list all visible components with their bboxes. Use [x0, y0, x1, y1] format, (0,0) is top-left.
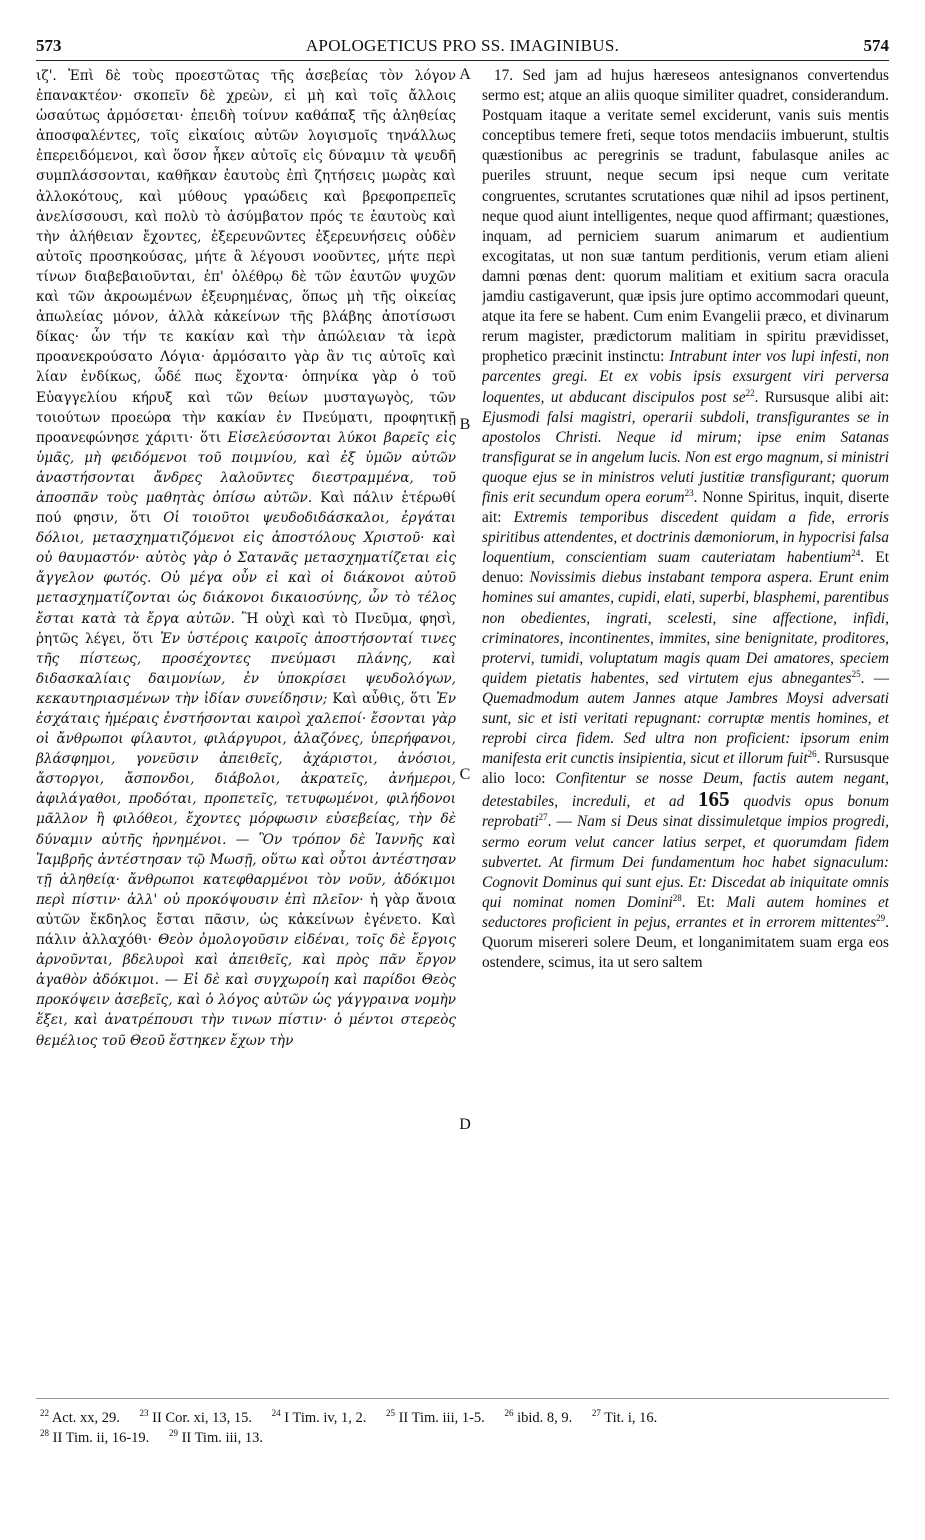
greek-quote: Ἐν ἐσχάταις ἡμέραις ἐνστήσονται καιροὶ χαλεποί· ἔσονται γὰρ οἱ ἄνθρωποι φίλαυτοι, φιλάργυροι, ἀλαζόνες, ὑπερήφανοι, βλάσφημοι, γονεῦσιν ἀπειθεῖς, ἀχάριστοι, ἀνόσιοι, ἄστοργοι, ἄσπονδοι, διάβολοι, ἀκρατεῖς, ἀνήμεροι, ἀφιλάγαθοι, προδόται, προπετεῖς, τετυφωμένοι, φιλήδονοι μᾶλλον ἢ φιλόθεοι, ἔχοντες μόρφωσιν εὐσεβείας, τὴν δὲ δύναμιν αὐτῆς ἠρνημένοι. — Ὃν τρόπον δὲ Ἰαννῆς καὶ Ἰαμβρῆς ἀντέστησαν τῷ Μωσῇ, οὕτω καὶ οὗτοι ἀντέστησαν τῇ ἀληθείᾳ· ἄνθρωποι κατεφθαρμένοι τὸν νοῦν, ἀδόκιμοι περὶ πίστιν· ἀλλ' οὐ προκόψουσιν ἐπὶ πλεῖον· — [36, 690, 456, 908]
footnote — [140, 1410, 253, 1426]
footnote — [40, 1430, 149, 1446]
footnotes — [40, 1408, 889, 1448]
greek-quote: Εἰσελεύσονται λύκοι βαρεῖς εἰς ὑμᾶς, μὴ φειδόμενοι τοῦ ποιμνίου, καὶ ἐξ ὑμῶν αὐτῶν ἀναστήσονται ἄνδρες λαλοῦντες διεστραμμένα, τοῦ ἀποσπᾶν τοὺς μαθητὰς ὀπίσω αὐτῶν. — [36, 429, 456, 506]
footnote — [504, 1410, 572, 1426]
footnote — [386, 1410, 485, 1426]
footnote-line — [40, 1428, 889, 1448]
latin-text: . Rursusque alio loco: — [482, 750, 889, 788]
latin-text: . Quorum misereri solere Deum, et longanimitatem suam erga eos ostendere, scimus, ita ut sero saltem — [482, 913, 889, 972]
latin-quote: Nam si Deus sinat dissimuletque impios progredi, sermo eorum velut cancer latius serpet, et quorumdam fidem subvertet. At firmum Dei fundamentum hoc habet signaculum: Cognovit Dominus qui sunt ejus. Et: Discedat ab iniquitate omnis qui nominat nomen Domini — [482, 813, 889, 911]
greek-text: Καὶ πάλιν ἑτέρωθί πού φησιν, ὅτι — [36, 489, 456, 527]
latin-quote: Extremis temporibus discedent quidam a fide, erroris spiritibus attendentes, et doctrinis dæmoniorum, in hypocrisi falsa loquentium, conscientiam suam cauteriatam habentium — [482, 509, 889, 567]
greek-paragraph — [36, 66, 456, 1051]
footnote-ref[interactable]: 27 — [538, 812, 548, 823]
footnote-text: II Tim. ii, 16-19. — [52, 1430, 150, 1446]
footnote-text: ibid. 8, 9. — [517, 1410, 573, 1426]
footnote — [169, 1430, 263, 1446]
footnote-ref[interactable]: 25 — [851, 668, 861, 679]
greek-quote: Ἐν ὑστέροις καιροῖς ἀποστήσονταί τινες τῆς πίστεως, προσέχοντες πνεύμασι πλάνης, καὶ διδασκαλίαις δαιμονίων, ἐν ὑποκρίσει ψευδολόγων, κεκαυτηριασμένων τὴν ἰδίαν συνείδησιν; — [36, 630, 456, 707]
section-marker-a: A — [459, 66, 471, 83]
footnote-ref[interactable]: 24 — [851, 548, 861, 559]
latin-text: . Nonne Spiritus, inquit, diserte ait: — [482, 488, 889, 527]
greek-text: Ἢ οὐχὶ καὶ τὸ Πνεῦμα, φησὶ, ῥητῶς λέγει, ὅτι — [36, 610, 456, 647]
footnote-number: 25 — [385, 1408, 395, 1419]
footnote — [40, 1410, 120, 1426]
running-title: APOLOGETICUS PRO SS. IMAGINIBUS. — [305, 36, 620, 55]
footnote-number: 28 — [40, 1428, 49, 1439]
footnote-ref[interactable]: 22 — [745, 387, 755, 398]
latin-text: . Et: — [681, 893, 715, 911]
footnote-text: Tit. i, 16. — [604, 1410, 658, 1426]
latin-text: 17. Sed jam ad hujus hæreseos antesignanos convertendus sermo est; atque an aliis quoque similiter quadret, considerandum. Postquam itaque a veritate semel exciderunt, vanis suis mentis conceptibus temere freti, seque totos mendaciis imbuerunt, stultis quæstionibus ac peregrinis se tradunt, fabulasque aniles ac pueriles struunt, neque secum ipsi neque cum veritate congruentes, scrutantes scrutationes quæ nihil ad ipsos pertinent, neque quod aiunt intelligentes, neque quod affirmant; quæstiones, inquam, ad perniciem suarum animarum et audientium excogitatas, ut non suæ tantum perditionis, verum etiam alieni damni pœnas dent: quorum malitiam et exitium sacra oracula jamdiu castigaverunt, quæ ipsis jure optimo accommodari queunt, atque ita fere se habent. Cum enim Evangelii præco, et divinarum rerum magister, prædictorum malitiam in spiritu prævidisset, prophetico præcinit instinctu: — [482, 67, 889, 366]
footnote-text: I Tim. iv, 1, 2. — [284, 1410, 367, 1426]
footnote — [592, 1410, 657, 1426]
latin-quote: Quemadmodum autem Jannes atque Jambres Moysi adversati sunt, sic et isti veritati repugnant: corruptæ mentis homines, et reprobi circa fidem. Sed ultra non proficient: ipsorum enim manifesta erit cunctis insipientia, sicut et illorum fuit — [482, 689, 889, 768]
footnote-ref[interactable]: 23 — [684, 487, 694, 498]
greek-text: Καὶ αὖθις, ὅτι — [332, 690, 432, 707]
latin-quote: Ejusmodi falsi magistri, operarii subdoli, transfigurantes se in apostolos Christi. Neque id mirum; ipse enim Satanas transfigurat se in angelum lucis. Non est ergo magnum, si ministri quoque ejus se in ministros veluti justitiæ transfigurant; quorum finis erit secundum opera eorum — [482, 408, 889, 506]
greek-quote: Οἱ τοιοῦτοι ψευδοδιδάσκαλοι, ἐργάται δόλιοι, μετασχηματιζόμενοι εἰς ἀποστόλους Χριστοῦ· καὶ οὐ θαυμαστόν· αὐτὸς γὰρ ὁ Σατανᾶς μετασχηματίζεται εἰς ἄγγελον φωτός. Οὐ μέγα οὖν εἰ καὶ οἱ διάκονοι αὐτοῦ μετασχηματίζονται ὡς διάκονοι δικαιοσύνης, ὧν τὸ τέλος ἔσται κατὰ τὰ ἔργα αὐτῶν. — [36, 510, 456, 627]
section-marker-c: C — [459, 766, 471, 783]
greek-text: ιζ'. Ἐπὶ δὲ τοὺς προεστῶτας τῆς ἀσεβείας τὸν λόγον ἐπανακτέον· σκοπεῖν δὲ χρεὼν, εἰ μὴ καὶ τοῖς ἄλλοις ὡσαύτως ἁρμόσεται· ἐπειδὴ τοίνυν καθάπαξ τῆς ἀληθείας ἀποσφαλέντες, τοῖς εἰκαίοις αὐτῶν λογισμοῖς τηνάλλως ἐπερειδόμενοι, καὶ ὅσον ἧκεν αὐτοῖς εἰς δύναμιν τὰ ψευδῆ συμπλάσσονται, καθῆκαν ἑαυτοὺς ἐπὶ ζητήσεις μωρὰς καὶ ἀλλοκότους, καὶ μύθους γραώδεις καὶ βρεφοπρεπεῖς ἀνελίσσουσι, καὶ πολὺ τὸ ἀσύμβατον πρός τε ἑαυτοὺς καὶ τὴν ἀλήθειαν ἔχοντες, ἐξερευνῶντες ἐξερευνήσεις οὐδὲν αὐτοῖς προσηκούσας, μήτε ἃ λέγουσι νοοῦντες, μήτε περὶ τίνων διαβεβαιοῦνται, ἐπ' ὀλέθρῳ δὲ τῶν ἑαυτῶν ψυχῶν καὶ τῶν ἀκροωμένων ἐξευρημένας, ὅπως μὴ τῆς οἰκείας ἀπωλείας μόνον, ἀλλὰ κἀκείνων τῆς βλάβης ἀποτίσωσι δίκας· ὧν τήν τε κακίαν καὶ τὴν ἀπώλειαν τὰ ἱερὰ προανεκρούσατο Λόγια· ἁρμόσαιτο γὰρ ἂν τις αὐτοῖς καὶ λίαν ἐνδίκως, ὧδέ πως ἔχοντα· ὁπηνίκα γὰρ ὁ τοῦ Εὐαγγελίου κήρυξ καὶ τῶν θείων μυσταγωγὸς, τῶν τοιούτων προεώρα τὴν κακίαν ἐν Πνεύματι, προφητικῇ προανεφώνησε χάριτι· ὅτι — [36, 68, 456, 446]
footnote-number: 29 — [168, 1428, 178, 1439]
greek-column — [36, 66, 456, 1376]
footnote-number: 23 — [139, 1408, 149, 1419]
latin-text: . — — [547, 813, 572, 831]
footnote-text: II Cor. xi, 13, 15. — [152, 1410, 253, 1426]
latin-quote: quodvis opus bonum reprobati — [482, 793, 889, 831]
footnote-rule — [36, 1398, 889, 1399]
latin-quote: Mali autem homines et seductores proficient in pejus, errantes et in errorem mittentes — [482, 893, 889, 931]
greek-text: ἡ γὰρ ἄνοια αὐτῶν ἔκδηλος ἔσται πᾶσιν, ὡς κἀκείνων ἐγένετο. Καὶ πάλιν ἀλλαχόθι· — [36, 891, 456, 949]
footnote-text: Act. xx, 29. — [51, 1410, 120, 1426]
latin-paragraph — [482, 66, 889, 973]
page-number-right: 574 — [863, 36, 889, 55]
running-header — [36, 36, 889, 56]
latin-quote: Novissimis diebus instabant tempora aspera. Erunt enim homines sui amantes, cupidi, elati, superbi, blasphemi, parentibus non obedientes, ingrati, scelesti, sine affectione, infidi, criminatores, incontinentes, immites, sine benignitate, proditores, protervi, tumidi, voluptatum magis quam Dei amatores, speciem quidem pietatis habentes, sed virtutem ejus abnegantes — [482, 569, 889, 687]
latin-quote: Intrabunt inter vos lupi infesti, non parcentes gregi. Et ex vobis ipsis exsurgent viri perversa loquentes, ut abducant discipulos post se — [482, 348, 889, 406]
footnote-number: 22 — [40, 1408, 49, 1419]
footnote-text: II Tim. iii, 1-5. — [398, 1410, 485, 1426]
footnote-ref[interactable]: 26 — [807, 749, 817, 760]
footnote-line — [40, 1408, 889, 1428]
section-marker-b: B — [459, 416, 471, 433]
latin-text: . Et denuo: — [482, 549, 889, 587]
footnote-number: 24 — [271, 1408, 281, 1419]
footnote — [272, 1410, 367, 1426]
footnote-ref[interactable]: 28 — [672, 892, 682, 903]
edition-page-number: 165 — [698, 787, 730, 812]
footnote-number: 26 — [504, 1408, 514, 1419]
greek-quote: Θεὸν ὁμολογοῦσιν εἰδέναι, τοῖς δὲ ἔργοις ἀρνοῦνται, βδελυροὶ καὶ ἀπειθεῖς, καὶ πρὸς πᾶν ἔργον ἀγαθὸν ἀδόκιμοι. — Εἰ δὲ καὶ συγχωροίη καὶ παρίδοι Θεὸς προκόψειν ἀσεβεῖς, καὶ ὁ λόγος αὐτῶν ὡς γάγγραινα νομὴν ἕξει, καὶ ἀνατρέπουσι τὴν τινων πίστιν· ὁ μέντοι στερεὸς θεμέλιος τοῦ Θεοῦ ἕστηκεν ἔχων τὴν — [36, 932, 456, 1049]
latin-quote: Confitentur se nosse Deum, factis autem negant, detestabiles, increduli, et ad — [482, 770, 889, 811]
footnote-number: 27 — [591, 1408, 601, 1419]
latin-column — [482, 66, 889, 1376]
header-rule — [36, 60, 889, 61]
page-number-left: 573 — [36, 36, 62, 55]
footnote-text: II Tim. iii, 13. — [181, 1430, 263, 1446]
section-marker-d: D — [459, 1116, 471, 1133]
latin-text: . — — [860, 669, 889, 687]
latin-text: . Rursusque alibi ait: — [754, 388, 889, 406]
footnote-ref[interactable]: 29 — [876, 912, 886, 923]
